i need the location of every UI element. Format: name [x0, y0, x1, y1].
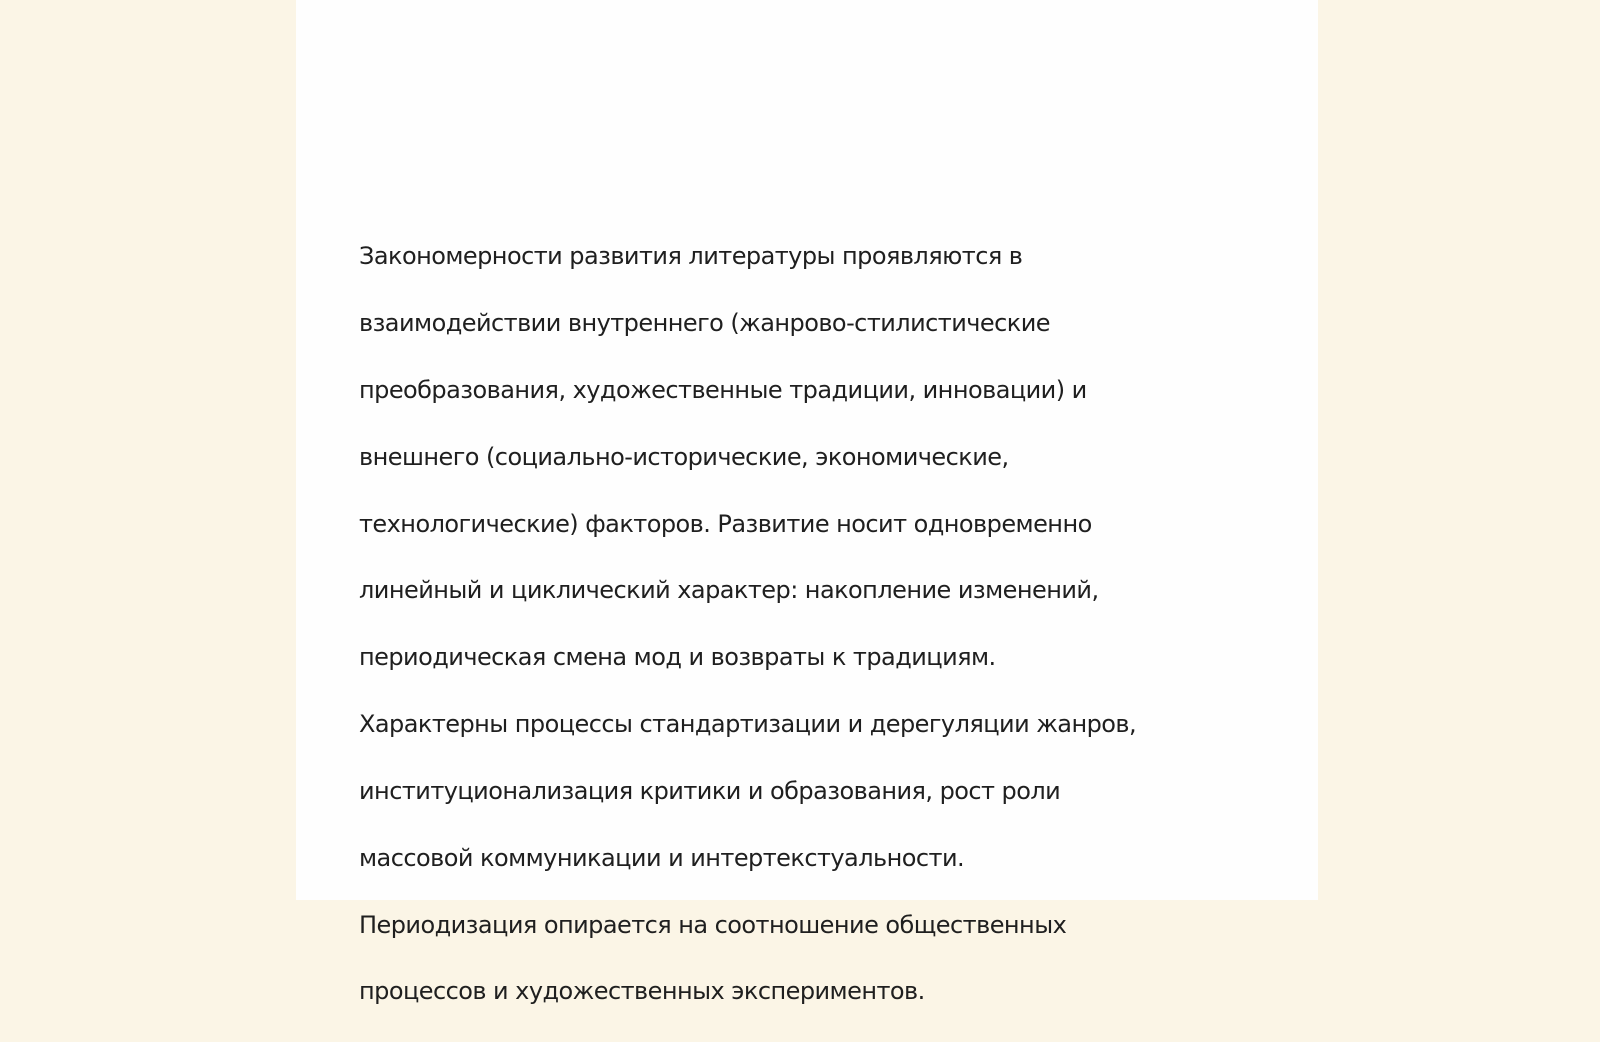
- text-line: Закономерности развития литературы проявляются в: [359, 242, 1023, 271]
- text-line: взаимодействии внутреннего (жанрово-стилистические: [359, 309, 1050, 338]
- text-line: массовой коммуникации и интертекстуальности.: [359, 843, 965, 872]
- left-margin-panel: [0, 0, 296, 900]
- right-margin-panel: [1318, 0, 1600, 900]
- document-page: [296, 0, 1318, 1006]
- text-line: Характерны процессы стандартизации и дерегуляции жанров,: [359, 710, 1137, 739]
- text-line: технологические) факторов. Развитие носит одновременно: [359, 509, 1092, 538]
- document-body-text: [359, 207, 1239, 1042]
- text-line: Периодизация опирается на соотношение общественных: [359, 910, 1067, 939]
- text-line: преобразования, художественные традиции, инновации) и: [359, 376, 1087, 405]
- text-line: процессов и художественных экспериментов.: [359, 977, 925, 1006]
- text-line: периодическая смена мод и возвраты к традициям.: [359, 643, 996, 672]
- text-line: линейный и циклический характер: накопление изменений,: [359, 576, 1099, 605]
- text-line: институционализация критики и образования, рост роли: [359, 776, 1061, 805]
- text-line: внешнего (социально-исторические, экономические,: [359, 442, 1009, 471]
